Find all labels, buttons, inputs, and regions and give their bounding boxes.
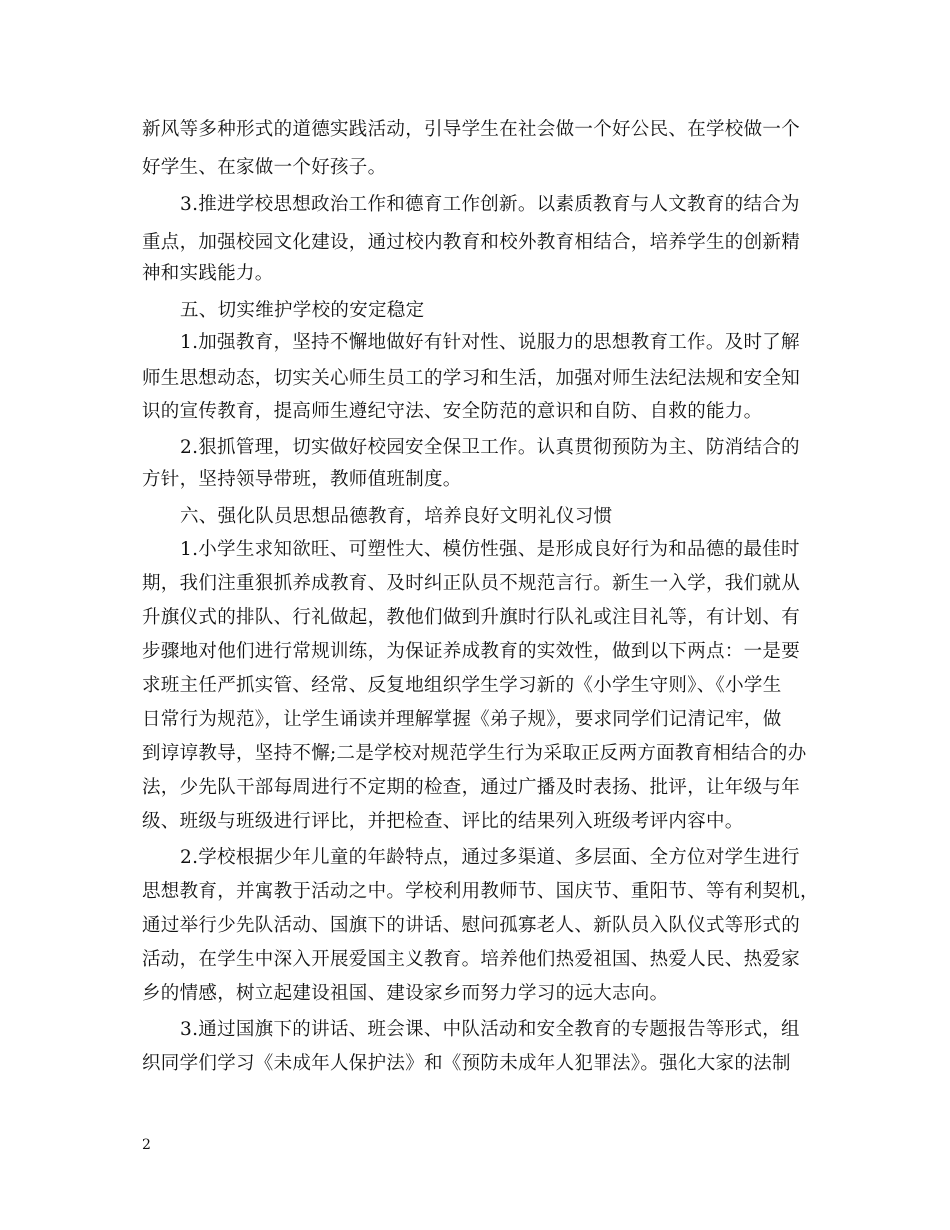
text-line: 2.狠抓管理，切实做好校园安全保卫工作。认真贯彻预防为主、防消结合的 bbox=[180, 437, 800, 458]
text-line: 升旗仪式的排队、行礼做起，教他们做到升旗时行队礼或注目礼等，有计划、有 bbox=[142, 607, 801, 628]
text-line: 识的宣传教育，提高师生遵纪守法、安全防范的意识和自防、自救的能力。 bbox=[142, 401, 763, 422]
text-line: 步骤地对他们进行常规训练，为保证养成教育的实效性，做到以下两点：一是要 bbox=[142, 641, 801, 662]
text-line: 2.学校根据少年儿童的年龄特点，通过多渠道、多层面、全方位对学生进行 bbox=[180, 847, 800, 868]
text-line: 到谆谆教导，坚持不懈;二是学校对规范学生行为采取正反两方面教育相结合的办 bbox=[142, 743, 807, 764]
section-heading: 五、切实维护学校的安定稳定 bbox=[180, 300, 425, 321]
text-line: 1.小学生求知欲旺、可塑性大、模仿性强、是形成良好行为和品德的最佳时 bbox=[180, 539, 800, 560]
text-line: 重点，加强校园文化建设，通过校内教育和校外教育相结合，培养学生的创新精 bbox=[142, 232, 801, 253]
text-line: 3.通过国旗下的讲话、班会课、中队活动和安全教育的专题报告等形式，组 bbox=[180, 1019, 800, 1040]
text-line: 3.推进学校思想政治工作和德育工作创新。以素质教育与人文教育的结合为 bbox=[180, 194, 800, 215]
page-number: 2 bbox=[142, 1137, 151, 1153]
text-line: 期，我们注重狠抓养成教育、及时纠正队员不规范言行。新生一入学，我们就从 bbox=[142, 573, 801, 594]
text-line: 乡的情感，树立起建设祖国、建设家乡而努力学习的远大志向。 bbox=[142, 983, 669, 1004]
text-line: 日常行为规范》，让学生诵读并理解掌握《弟子规》，要求同学们记清记牢，做 bbox=[142, 709, 782, 730]
text-line: 师生思想动态，切实关心师生员工的学习和生活，加强对师生法纪法规和安全知 bbox=[142, 368, 801, 389]
text-line: 新风等多种形式的道德实践活动，引导学生在社会做一个好公民、在学校做一个 bbox=[142, 119, 801, 140]
section-heading: 六、强化队员思想品德教育，培养良好文明礼仪习惯 bbox=[180, 506, 613, 527]
text-line: 法，少先队干部每周进行不定期的检查，通过广播及时表扬、批评，让年级与年 bbox=[142, 777, 801, 798]
text-line: 1.加强教育，坚持不懈地做好有针对性、说服力的思想教育工作。及时了解 bbox=[180, 332, 800, 353]
text-line: 好学生、在家做一个好孩子。 bbox=[142, 157, 387, 178]
text-line: 求班主任严抓实管、经常、反复地组织学生学习新的《小学生守则》、《小学生 bbox=[142, 675, 782, 696]
text-line: 方针，坚持领导带班，教师值班制度。 bbox=[142, 469, 462, 490]
text-line: 神和实践能力。 bbox=[142, 263, 274, 284]
text-line: 级、班级与班级进行评比，并把检查、评比的结果列入班级考评内容中。 bbox=[142, 811, 744, 832]
text-line: 活动，在学生中深入开展爱国主义教育。培养他们热爱祖国、热爱人民、热爱家 bbox=[142, 949, 801, 970]
text-line: 织同学们学习《未成年人保护法》和《预防未成年人犯罪法》。强化大家的法制 bbox=[142, 1053, 791, 1074]
text-line: 通过举行少先队活动、国旗下的讲话、慰问孤寡老人、新队员入队仪式等形式的 bbox=[142, 915, 801, 936]
text-line: 思想教育，并寓教于活动之中。学校利用教师节、国庆节、重阳节、等有利契机， bbox=[142, 881, 819, 902]
